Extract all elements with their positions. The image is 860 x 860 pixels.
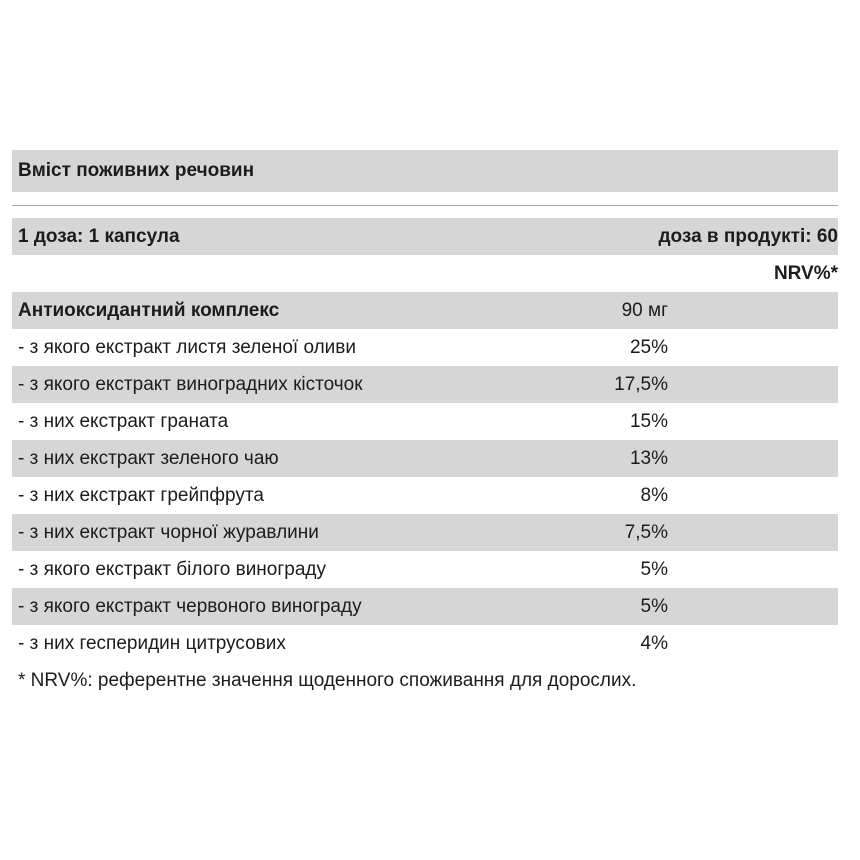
ingredient-amount: 13% — [629, 447, 668, 469]
ingredient-amount: 8% — [640, 484, 668, 506]
ingredient-name: - з якого екстракт виноградних кісточок — [18, 373, 363, 395]
ingredient-name: - з них екстракт грейпфрута — [18, 484, 264, 506]
nrv-header-row — [12, 255, 838, 292]
ingredient-name: - з якого екстракт листя зеленої оливи — [18, 336, 357, 358]
ingredient-amount: 17,5% — [614, 373, 668, 395]
ingredient-name: - з якого екстракт білого винограду — [18, 558, 327, 580]
ingredient-amount: 15% — [629, 410, 668, 432]
ingredient-row — [12, 440, 838, 477]
ingredient-name: - з них екстракт зеленого чаю — [18, 447, 279, 469]
panel-title: Вміст поживних речовин — [12, 150, 838, 192]
ingredient-row — [12, 403, 838, 440]
ingredient-name: - з них екстракт чорної журавлини — [18, 521, 319, 543]
title-divider — [12, 205, 838, 206]
ingredient-name: - з них гесперидин цитрусових — [18, 632, 286, 654]
ingredient-row — [12, 551, 838, 588]
ingredient-row — [12, 477, 838, 514]
ingredient-row — [12, 588, 838, 625]
ingredient-row — [12, 366, 838, 403]
ingredient-amount: 25% — [629, 336, 668, 358]
serving-row — [12, 218, 838, 255]
complex-name: Антиоксидантний комплекс — [18, 299, 280, 321]
nrv-header: NRV%* — [773, 262, 838, 284]
ingredient-amount: 5% — [640, 558, 668, 580]
serving-size: 1 доза: 1 капсула — [18, 225, 180, 247]
complex-row — [12, 292, 838, 329]
ingredient-name: - з них екстракт граната — [18, 410, 229, 432]
complex-amount: 90 мг — [621, 299, 668, 321]
nutrition-facts-panel — [12, 150, 838, 700]
ingredient-amount: 5% — [640, 595, 668, 617]
servings-per-container: доза в продукті: 60 — [658, 225, 838, 247]
ingredient-row — [12, 329, 838, 366]
ingredient-row — [12, 514, 838, 551]
footnote: * NRV%: референтне значення щоденного споживання для дорослих. — [18, 670, 637, 691]
ingredient-row — [12, 625, 838, 662]
ingredient-list — [12, 329, 838, 662]
ingredient-amount: 7,5% — [624, 521, 668, 543]
ingredient-name: - з якого екстракт червоного винограду — [18, 595, 362, 617]
ingredient-amount: 4% — [640, 632, 668, 654]
